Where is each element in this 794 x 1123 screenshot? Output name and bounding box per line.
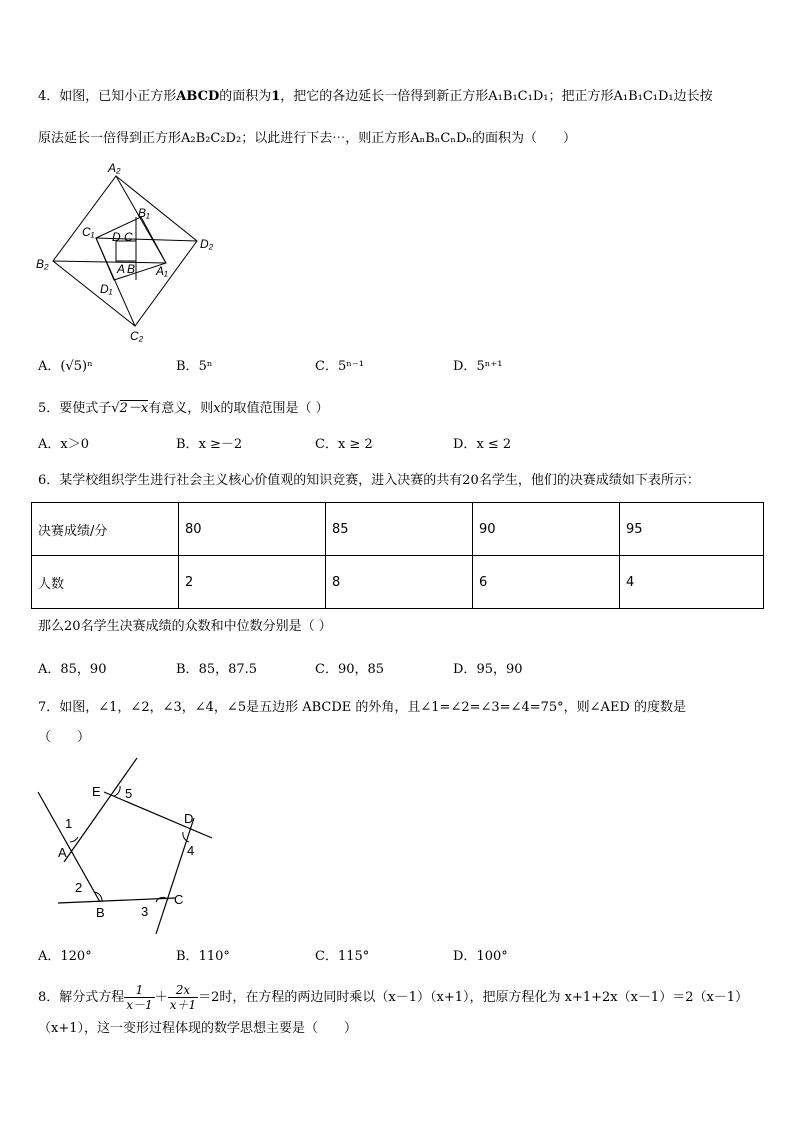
sqrt-expression: √2－x xyxy=(111,401,149,416)
angle-5-arc xyxy=(114,786,120,796)
q7-option-d[interactable]: D．100° xyxy=(453,949,508,964)
q4-squaren: AₙBₙCₙDₙ xyxy=(410,131,473,146)
label-b: B xyxy=(127,262,136,276)
label-2: 2 xyxy=(75,880,83,895)
label-b: B xyxy=(96,905,105,920)
q7-option-a[interactable]: A．120° xyxy=(38,949,92,964)
q7-stem: 7．如图，∠1，∠2，∠3，∠4，∠5是五边形 ABCDE 的外角，且∠1=∠2=∠3=∠4=75°，则∠AED 的度数是 xyxy=(38,700,686,715)
table-cell: 决赛成绩/分 xyxy=(32,503,179,556)
table-cell: 2 xyxy=(179,556,326,609)
q4-option-b[interactable]: B．5ⁿ xyxy=(176,359,213,374)
table-row xyxy=(32,556,764,609)
label-b2: B₂ xyxy=(36,257,49,271)
label-d: D xyxy=(184,811,194,826)
label-a1: A₁ xyxy=(156,264,168,278)
table-cell: 8 xyxy=(326,556,473,609)
q7-paren: （ ） xyxy=(38,730,91,745)
q4-one: 1 xyxy=(271,89,281,104)
q4-square1: A₁B₁C₁D₁ xyxy=(488,89,549,104)
q5-stem: 5．要使式子√2－x有意义，则x的取值范围是（ ） xyxy=(38,401,329,416)
q5-option-d[interactable]: D．x ≤ 2 xyxy=(453,437,512,452)
label-4: 4 xyxy=(187,843,195,858)
angle-1-arc xyxy=(70,837,78,842)
label-c1: C₁ xyxy=(82,225,95,239)
q4-figure xyxy=(32,158,232,348)
table-cell: 人数 xyxy=(32,556,179,609)
q4-option-a[interactable]: A．(√5)ⁿ xyxy=(38,359,93,374)
q7-option-c[interactable]: C．115° xyxy=(315,949,370,964)
q7-option-b[interactable]: B．110° xyxy=(176,949,230,964)
label-d1: D₁ xyxy=(100,282,113,296)
table-cell: 80 xyxy=(179,503,326,556)
q6-option-d[interactable]: D．95，90 xyxy=(453,662,523,677)
fraction-1: $\frac{1}{x-1}$ xyxy=(126,983,153,1012)
label-a: A xyxy=(117,262,126,276)
q4-abcd: ABCD xyxy=(176,89,220,104)
q8-stem: 8．解分式方程 $\frac{1}{x-1}$ ＋ $\frac{2x}{x+1}$ ＝2时，在方程的两边同时乘以（x－1）（x+1），把原方程化为 x+1+2x（x－1）＝2（x－1） xyxy=(38,983,749,1012)
q6-option-a[interactable]: A．85，90 xyxy=(38,662,107,677)
q4-option-c[interactable]: C．5ⁿ⁻¹ xyxy=(315,359,364,374)
label-3: 3 xyxy=(141,904,149,919)
table-cell: 4 xyxy=(620,556,764,609)
q4-square1b: A₁B₁C₁D₁ xyxy=(613,89,674,104)
q7-pentagon-figure xyxy=(32,756,222,936)
label-a2: A₂ xyxy=(108,161,121,175)
label-c2: C₂ xyxy=(130,329,144,343)
label-c: C xyxy=(124,230,133,244)
q4-stem-line1: 4．如图，已知小正方形ABCD的面积为1，把它的各边延长一倍得到新正方形A₁B₁C₁D₁；把正方形A₁B₁C₁D₁边长按 xyxy=(38,89,713,104)
q5-option-b[interactable]: B．x ≥－2 xyxy=(176,437,243,452)
score-table xyxy=(31,502,764,609)
label-1: 1 xyxy=(65,816,73,831)
table-cell: 6 xyxy=(473,556,620,609)
q6-option-b[interactable]: B．85，87.5 xyxy=(176,662,258,677)
q8-stem-line2: （x+1），这一变形过程体现的数学思想主要是（ ） xyxy=(38,1021,357,1036)
q4-stem-line2: 原法延长一倍得到正方形A₂B₂C₂D₂；以此进行下去⋯，则正方形AₙBₙCₙDₙ的面积为（ ） xyxy=(38,131,577,146)
label-b1: B₁ xyxy=(138,206,150,220)
label-a: A xyxy=(58,845,67,860)
q6-option-c[interactable]: C．90，85 xyxy=(315,662,385,677)
label-c: C xyxy=(174,892,184,907)
table-row xyxy=(32,503,764,556)
table-cell: 95 xyxy=(620,503,764,556)
label-e: E xyxy=(92,784,101,799)
table-cell: 90 xyxy=(473,503,620,556)
label-d2: D₂ xyxy=(200,237,214,251)
q4-option-d[interactable]: D．5ⁿ⁺¹ xyxy=(453,359,503,374)
q5-option-a[interactable]: A．x＞0 xyxy=(38,437,89,452)
table-cell: 85 xyxy=(326,503,473,556)
label-d: D xyxy=(112,230,121,244)
q6-stem: 6．某学校组织学生进行社会主义核心价值观的知识竞赛，进入决赛的共有20名学生，他们的决赛成绩如下表所示： xyxy=(38,473,700,488)
square-abcd xyxy=(116,241,136,261)
q5-option-c[interactable]: C．x ≥ 2 xyxy=(315,437,373,452)
fraction-2: $\frac{2x}{x+1}$ xyxy=(169,983,197,1012)
label-5: 5 xyxy=(125,786,133,801)
q4-square2: A₂B₂C₂D₂ xyxy=(181,131,242,146)
q6-question: 那么20名学生决赛成绩的众数和中位数分别是（ ） xyxy=(38,619,332,634)
